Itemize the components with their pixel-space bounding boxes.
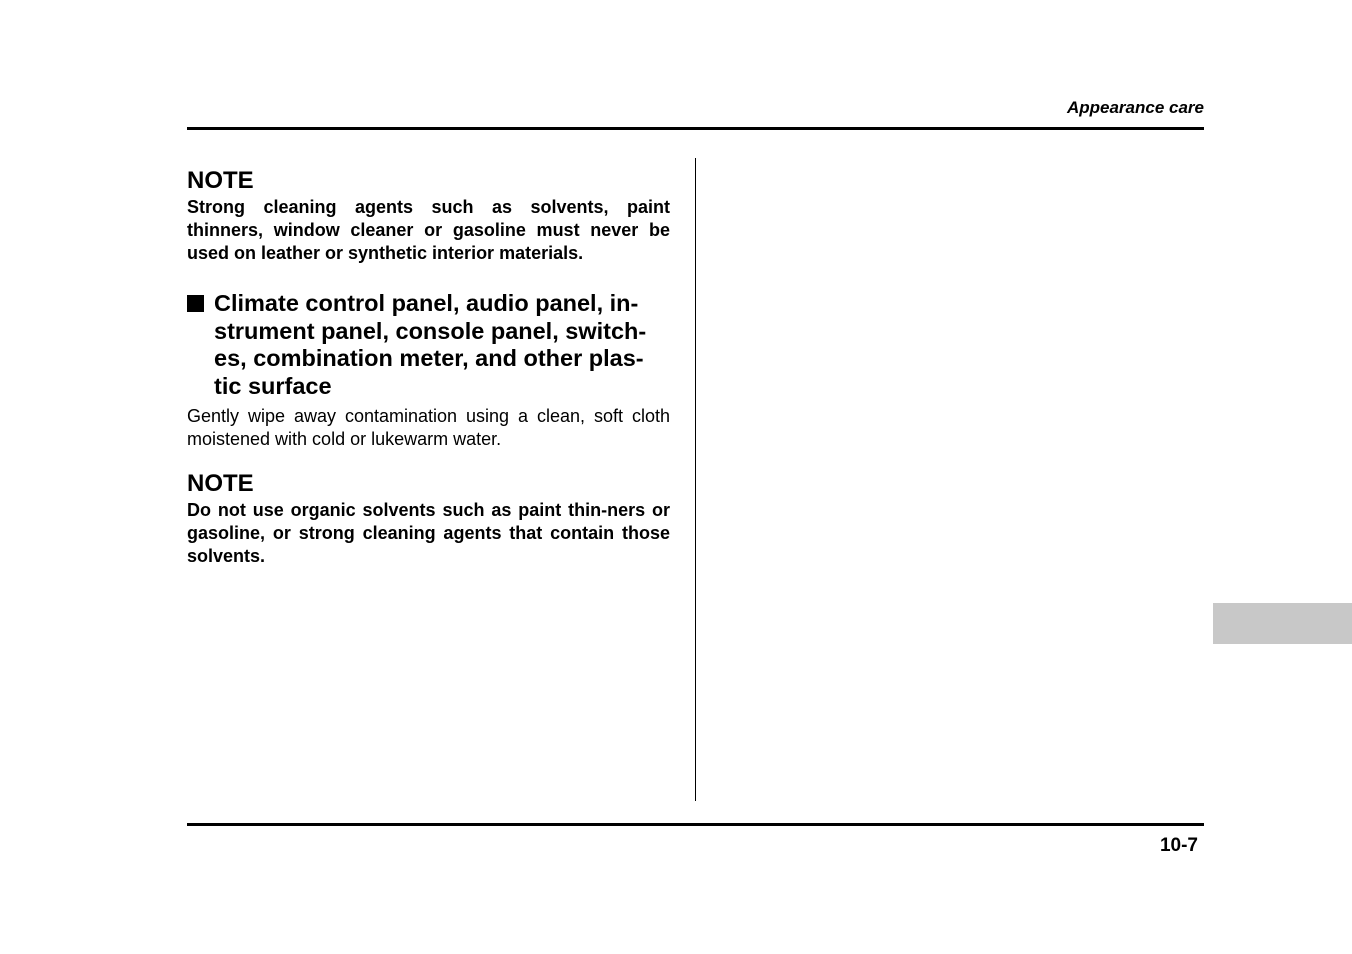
square-bullet-icon — [187, 295, 204, 312]
column-divider — [695, 158, 696, 801]
note-block — [187, 469, 670, 568]
chapter-tab — [1213, 603, 1352, 644]
page-number: 10-7 — [1159, 835, 1198, 856]
header-rule — [187, 127, 1204, 130]
footer-rule — [187, 823, 1204, 826]
running-header: Appearance care — [1066, 98, 1204, 117]
note-text: Strong cleaning agents such as solvents, paint thinners, window cleaner or gasoline must never be used on leather or synthetic interior materials. — [187, 197, 670, 263]
section-heading-text: Climate control panel, audio panel, in-strument panel, console panel, switch-es, combination meter, and other plas-tic surface — [214, 290, 647, 399]
note-block — [187, 166, 670, 265]
section-heading — [187, 290, 670, 400]
note-heading: NOTE — [187, 470, 254, 497]
left-column — [187, 166, 670, 568]
section-body-text: Gently wipe away contamination using a clean, soft cloth moistened with cold or lukewarm water. — [187, 406, 670, 449]
note-text: Do not use organic solvents such as paint thin-ners or gasoline, or strong cleaning agents that contain those solvents. — [187, 500, 670, 566]
note-heading: NOTE — [187, 167, 254, 194]
